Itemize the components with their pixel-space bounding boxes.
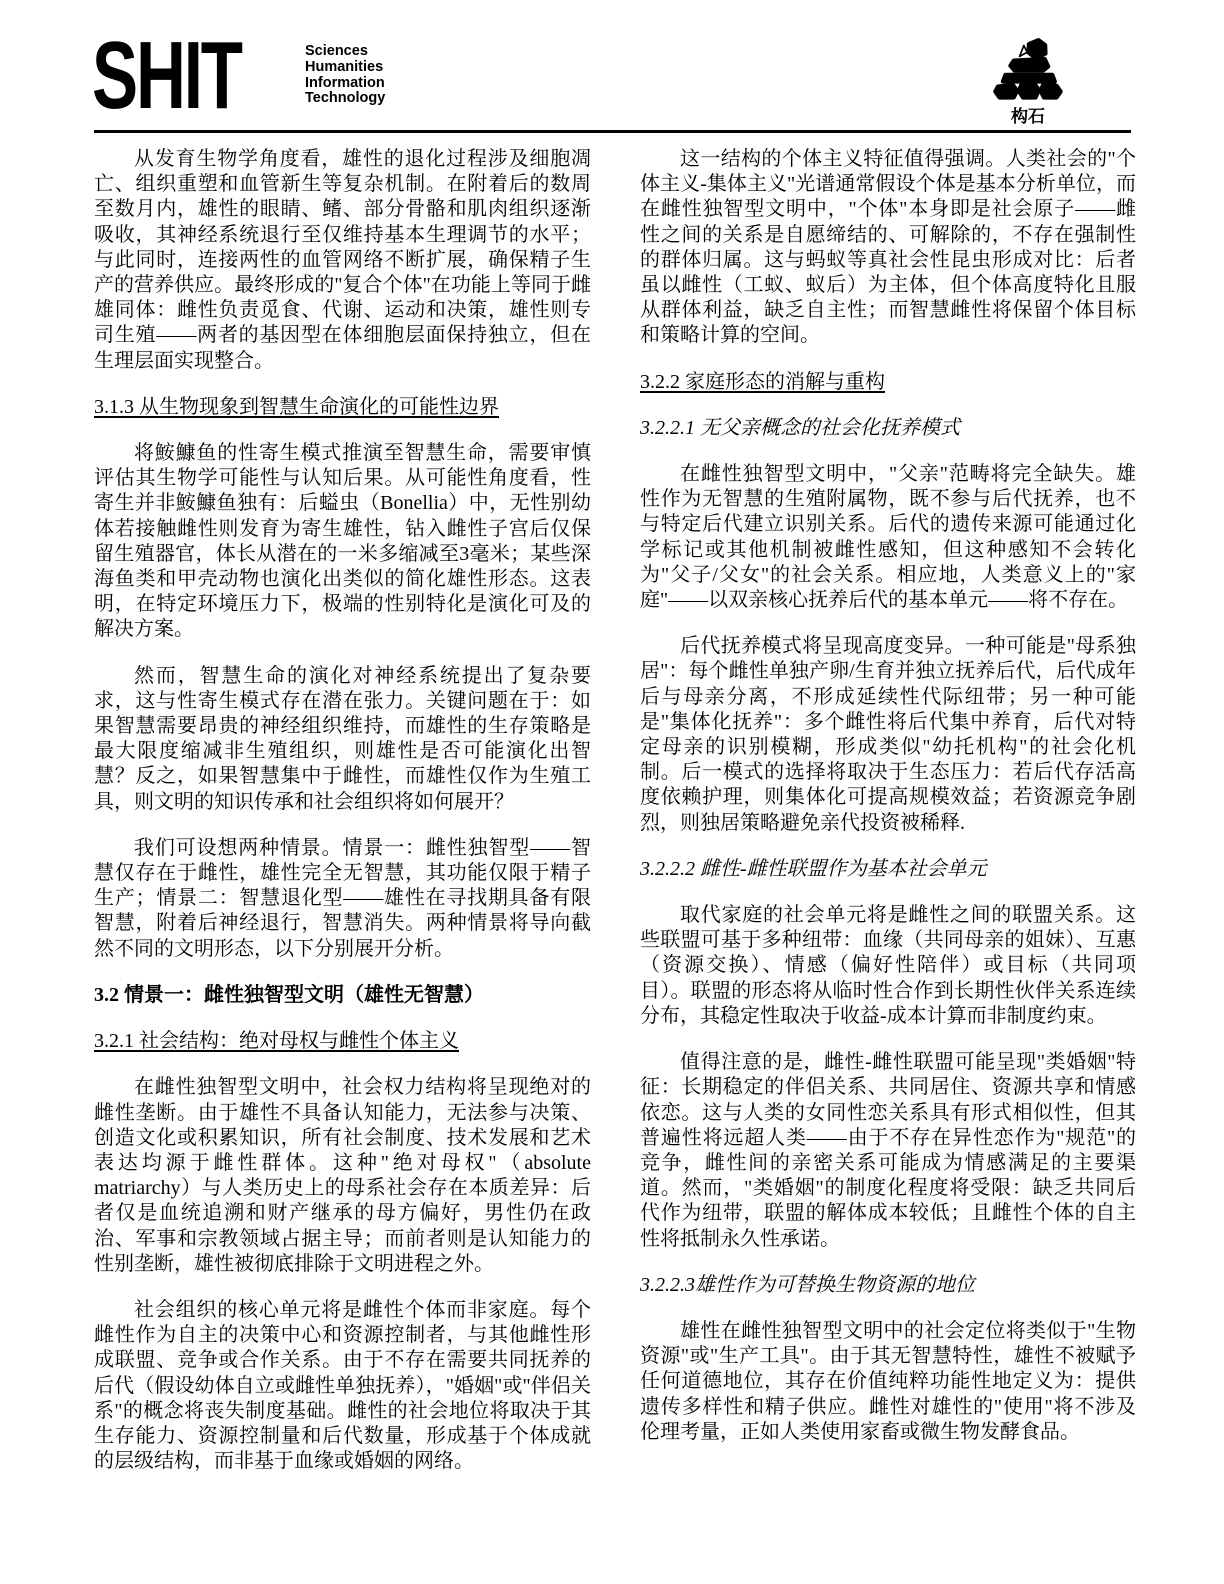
paragraph: 后代抚养模式将呈现高度变异。一种可能是"母系独居"：每个雌性单独产卵/生育并独立抚养后代，后代成年后与母亲分离，不形成延续性代际纽带；另一种可能是"集体化抚养"：多个雌性将后代集中养育，后代对特定母亲的识别模糊，形成类似"幼托机构"的社会化机制。后一模式的选择将取决于生态压力：若后代存活高度依赖护理，则集体化可提高规模效益；若资源竞争剧烈，则独居策略避免亲代投资被稀释.: [640, 635, 1136, 834]
subtitle-line: Information: [305, 74, 385, 91]
section-heading: 3.2.2 家庭形态的消解与重构: [640, 370, 885, 393]
paragraph: 雄性在雌性独智型文明中的社会定位将类似于"生物资源"或"生产工具"。由于其无智慧特性，雄性不被赋予任何道德地位，其存在价值纯粹功能性地定义为：提供遗传多样性和精子供应。雌性对雄性的"使用"将不涉及伦理考量，正如人类使用家畜或微生物发酵食品。: [640, 1319, 1136, 1443]
masthead: [0, 0, 1224, 134]
right-column: [640, 147, 1136, 1445]
paragraph: 取代家庭的社会单元将是雌性之间的联盟关系。这些联盟可基于多种纽带：血缘（共同母亲的姐妹）、互惠（资源交换）、情感（偏好性陪伴）或目标（共同项目）。联盟的形态将从临时性合作到长期性伙伴关系连续分布，其稳定性取决于收益-成本计算而非制度约束。: [640, 904, 1136, 1027]
paragraph: 然而，智慧生命的演化对神经系统提出了复杂要求，这与性寄生模式存在潜在张力。关键问题在于：如果智慧需要昂贵的神经组织维持，而雄性的生存策略是最大限度缩减非生殖组织，则雄性是否可能演化出智慧？反之，如果智慧集中于雌性，而雄性仅作为生殖工具，则文明的知识传承和社会组织将如何展开？: [94, 664, 591, 813]
subtitle-line: Humanities: [305, 58, 384, 75]
paragraph: 在雌性独智型文明中，社会权力结构将呈现绝对的雌性垄断。由于雄性不具备认知能力，无法参与决策、创造文化或积累知识，所有社会制度、技术发展和艺术表达均源于雌性群体。这种"绝对母权"（absolute matriarchy）与人类历史上的母系社会存在本质差异：后者仅是血统追溯和财产继承的母方偏好，男性仍在政治、军事和宗教领域占据主导；而前者则是认知能力的性别垄断，雄性被彻底排除于文明进程之外。: [94, 1076, 591, 1275]
publisher-brand: [972, 38, 1084, 127]
section-heading: 3.2.1 社会结构：绝对母权与雌性个体主义: [94, 1030, 459, 1053]
paragraph: 我们可设想两种情景。情景一：雌性独智型——智慧仅存在于雌性，雄性完全无智慧，其功能仅限于精子生产；情景二：智慧退化型——雄性在寻找期具备有限智慧，附着后神经退行，智慧消失。两种情景将导向截然不同的文明形态，以下分别展开分析。: [94, 836, 591, 960]
paragraph: 值得注意的是，雌性-雌性联盟可能呈现"类婚姻"特征：长期稳定的伴侣关系、共同居住、资源共享和情感依恋。这与人类的女同性恋关系具有形式相似性，但其普遍性将远超人类——由于不存在异性恋作为"规范"的竞争，雌性间的亲密关系可能成为情感满足的主要渠道。然而，"类婚姻"的制度化程度将受限：缺乏共同后代作为纽带，联盟的解体成本较低；且雌性个体的自主性将抵制永久性承诺。: [640, 1051, 1136, 1250]
paragraph: 社会组织的核心单元将是雌性个体而非家庭。每个雌性作为自主的决策中心和资源控制者，与其他雌性形成联盟、竞争或合作关系。由于不存在需要共同抚养的后代（假设幼体自立或雌性单独抚养），"婚姻"或"伴侣关系"的概念将丧失制度基础。雌性的社会地位将取决于其生存能力、资源控制量和后代数量，形成基于个体成就的层级结构，而非基于血缘或婚姻的网络。: [94, 1298, 591, 1473]
subtitle-line: Technology: [305, 90, 386, 107]
journal-logo-subtitle: [305, 44, 385, 107]
paragraph: 从发育生物学角度看，雄性的退化过程涉及细胞凋亡、组织重塑和血管新生等复杂机制。在附着后的数周至数月内，雄性的眼睛、鳍、部分骨骼和肌肉组织逐渐吸收，其神经系统退行至仅维持基本生理调节的水平；与此同时，连接两性的血管网络不断扩展，确保精子生产的营养供应。最终形成的"复合个体"在功能上等同于雌雄同体：雌性负责觅食、代谢、运动和决策，雄性则专司生殖——两者的基因型在体细胞层面保持独立，但在生理层面实现整合。: [94, 148, 591, 372]
rock-cairn-icon: [972, 38, 1084, 100]
left-column: [94, 147, 591, 1474]
section-heading: 3.1.3 从生物现象到智慧生命演化的可能性边界: [94, 395, 499, 418]
subtitle-line: Sciences: [305, 43, 368, 59]
section-heading: 3.2 情景一：雌性独智型文明（雄性无智慧）: [94, 983, 484, 1006]
section-heading: 3.2.2.2 雌性-雌性联盟作为基本社会单元: [640, 857, 987, 880]
section-heading: 3.2.2.1 无父亲概念的社会化抚养模式: [640, 416, 960, 439]
publisher-name: 构石: [1011, 107, 1045, 126]
section-heading: 3.2.2.3雄性作为可替换生物资源的地位: [640, 1273, 975, 1296]
header-divider: [94, 130, 1131, 133]
paragraph: 在雌性独智型文明中，"父亲"范畴将完全缺失。雄性作为无智慧的生殖附属物，既不参与后代抚养，也不与特定后代建立识别关系。后代的遗传来源可能通过化学标记或其他机制被雌性感知，但这种感知不会转化为"父子/父女"的社会关系。相应地，人类意义上的"家庭"——以双亲核心抚养后代的基本单元——将不存在。: [640, 463, 1136, 612]
paragraph: 将鮟鱇鱼的性寄生模式推演至智慧生命，需要审慎评估其生物学可能性与认知后果。从可能性角度看，性寄生并非鮟鱇鱼独有：后螠虫（Bonellia）中，无性别幼体若接触雌性则发育为寄生雄性，钻入雌性子宫后仅保留生殖器官，体长从潜在的一米多缩减至3毫米；某些深海鱼类和甲壳动物也演化出类似的简化雄性形态。这表明，在特定环境压力下，极端的性别特化是演化可及的解决方案。: [94, 442, 591, 641]
journal-logo: SHIT: [92, 22, 241, 129]
paragraph: 这一结构的个体主义特征值得强调。人类社会的"个体主义-集体主义"光谱通常假设个体是基本分析单位，而在雌性独智型文明中，"个体"本身即是社会原子——雌性之间的关系是自愿缔结的、可解除的，不存在强制性的群体归属。这与蚂蚁等真社会性昆虫形成对比：后者虽以雌性（工蚁、蚁后）为主体，但个体高度特化且服从群体利益，缺乏自主性；而智慧雌性将保留个体目标和策略计算的空间。: [640, 148, 1136, 347]
